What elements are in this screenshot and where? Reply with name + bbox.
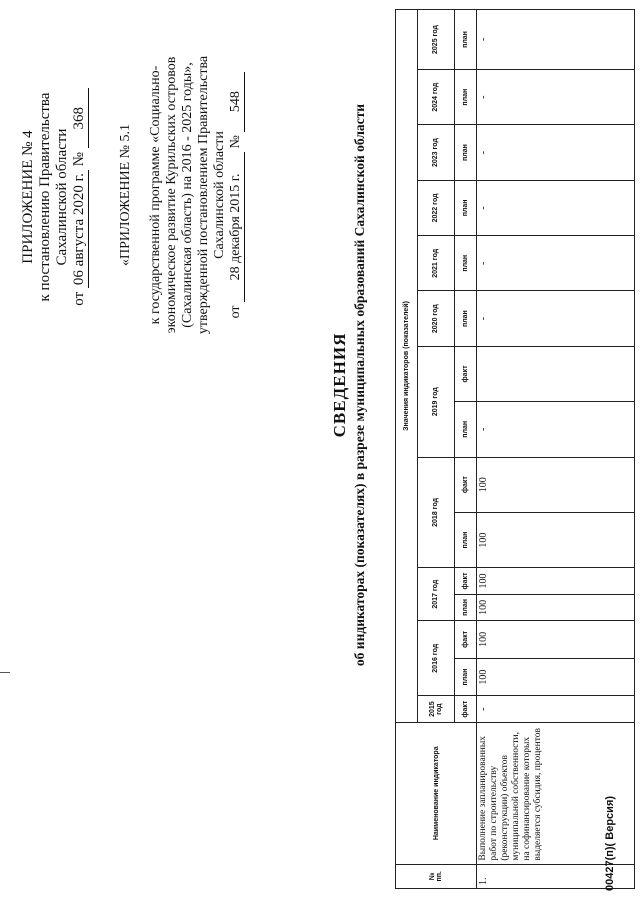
appendix-4-no-sign: № [71, 152, 87, 167]
appendix-5-1-line3: (Сахалинская область) на 2016 - 2025 годы», [180, 62, 195, 328]
appendix-4-line2: Сахалинской области [54, 128, 70, 266]
footer-version: 00427(п)( Версия) [604, 795, 616, 891]
header-year-2018: 2018 год [417, 457, 454, 568]
header-fact: факт [455, 696, 477, 723]
header-year-2023: 2023 год [417, 125, 454, 180]
appendix-5-1-line2: экономическое развитие Курильских островов [164, 56, 179, 334]
header-fact: факт [455, 568, 477, 595]
header-year-2025: 2025 год [417, 10, 454, 70]
cell-2018-fact: 100 [477, 457, 635, 512]
header-plan: план [455, 70, 477, 125]
header-values: Значения индикаторов (показателей) [396, 10, 418, 723]
header-year-2022: 2022 год [417, 180, 454, 235]
indicators-table [395, 9, 635, 889]
cell-2017-fact: 100 [477, 568, 635, 595]
appendix-5-1-line5: Сахалинской области [212, 131, 227, 259]
cell-2016-fact: 100 [477, 621, 635, 659]
header-year-2021: 2021 год [417, 236, 454, 291]
cell-2015-fact: - [477, 696, 635, 723]
appendix-4-number: 368 [71, 88, 89, 148]
header-year-2016: 2016 год [417, 621, 454, 696]
header-plan: план [455, 180, 477, 235]
appendix-5-1-line1: к государственной программе «Социально- [148, 65, 163, 325]
header-num: № пп. [396, 864, 477, 888]
header-plan: план [455, 658, 477, 696]
header-fact: факт [455, 346, 477, 401]
row-indicator-name: Выполнение запланированных работ по строительству (реконструкции) объектов муниципальной собственности, на софинансирование которых выделяется субсидия, процентов [477, 722, 635, 864]
appendix-5-1-title: «ПРИЛОЖЕНИЕ № 5.1 [118, 124, 133, 266]
row-num: 1. [477, 864, 635, 888]
header-name: Наименование индикатора [396, 722, 477, 864]
appendix-4-line1: к постановлению Правительства [37, 92, 53, 302]
appendix-4-block [20, 37, 89, 357]
appendix-5-1-line4: утвержденной постановлением Правительства [196, 55, 211, 335]
header-plan: план [455, 236, 477, 291]
header-year-2019: 2019 год [417, 346, 454, 457]
header-fact: факт [455, 621, 477, 659]
cell-2023-plan: - [477, 125, 635, 180]
appendix-4-from: от [71, 291, 87, 306]
appendix-4-date-line [71, 37, 89, 357]
cell-2021-plan: - [477, 236, 635, 291]
header-plan: план [455, 291, 477, 346]
header-plan: план [455, 125, 477, 180]
cell-2022-plan: - [477, 180, 635, 235]
header-year-2024: 2024 год [417, 70, 454, 125]
cell-2017-plan: 100 [477, 594, 635, 620]
cell-2020-plan: - [477, 291, 635, 346]
appendix-5-1-number: 548 [228, 72, 245, 132]
header-year-2017: 2017 год [417, 568, 454, 621]
header-plan: план [455, 594, 477, 620]
appendix-5-1-date: 28 декабря 2015 г. [228, 152, 245, 302]
cell-2019-fact [477, 346, 635, 401]
cell-2024-plan: - [477, 70, 635, 125]
cell-2019-plan: - [477, 402, 635, 457]
header-plan: план [455, 402, 477, 457]
document-title-block [330, 25, 368, 745]
document-subtitle: об индикаторах (показателях) в разрезе муниципальных образований Сахалинской области [352, 103, 367, 667]
header-plan: план [455, 10, 477, 70]
header-plan: план [455, 512, 477, 567]
cell-2018-plan: 100 [477, 512, 635, 567]
appendix-5-1-from: от [228, 305, 243, 319]
scan-edge-mark [0, 672, 10, 673]
cell-2025-plan: - [477, 10, 635, 70]
document-title: СВЕДЕНИЯ [330, 332, 349, 438]
appendix-4-date: 06 августа 2020 г. [71, 170, 89, 288]
header-fact: факт [455, 457, 477, 512]
header-year-2015: 2015 год [417, 696, 454, 723]
appendix-5-1-date-line [228, 5, 245, 385]
appendix-4-title: ПРИЛОЖЕНИЕ № 4 [20, 130, 36, 264]
appendix-5-1-no-sign: № [228, 135, 243, 149]
table-row [477, 10, 635, 889]
appendix-5-1-block [118, 5, 245, 385]
cell-2016-plan: 100 [477, 658, 635, 696]
header-year-2020: 2020 год [417, 291, 454, 346]
